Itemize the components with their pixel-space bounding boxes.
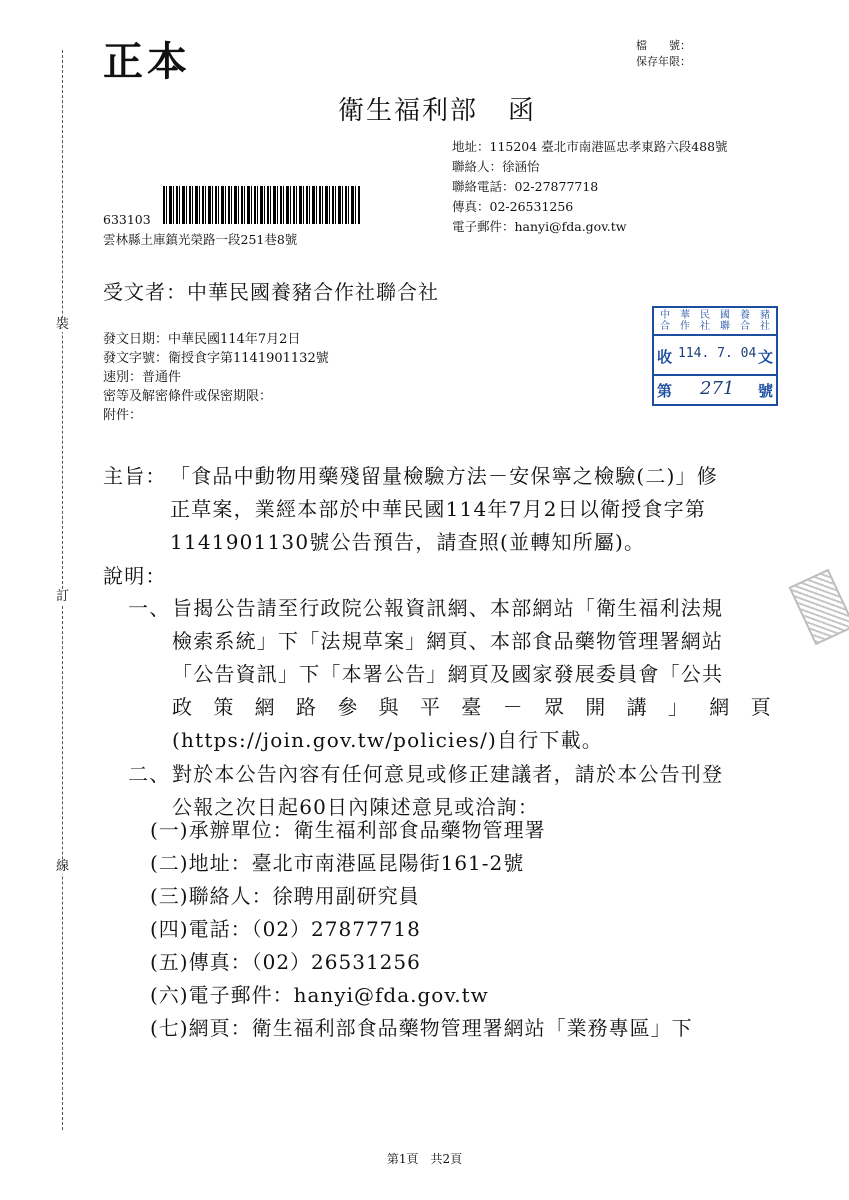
justified-char: 平 xyxy=(419,695,442,719)
justified-char: 網 xyxy=(254,695,276,719)
item-line: 檢索系統」下「法規草案」網頁、本部食品藥物管理署網站 xyxy=(172,629,724,653)
stamp-date-row xyxy=(654,338,776,376)
postcode: 633103 xyxy=(103,212,151,227)
subject-line: 1141901130號公告預告，請查照(並轉知所屬)。 xyxy=(170,530,646,554)
justified-char: 策 xyxy=(213,695,235,719)
stamp-number-suffix: 號 xyxy=(757,382,773,400)
explanation-label: 說明： xyxy=(103,564,167,588)
file-number-label: 檔 號： xyxy=(636,39,691,52)
mailing-address: 雲林縣土庫鎮光榮路一段251巷8號 xyxy=(103,232,298,247)
justified-char: 眾 xyxy=(543,695,566,719)
item-line: 「公告資訊」下「本署公告」網頁及國家發展委員會「公共 xyxy=(172,662,724,686)
justified-char: 頁 xyxy=(750,695,772,719)
sub-item-7: (七)網頁：衛生福利部食品藥物管理署網站「業務專區」下 xyxy=(150,1016,693,1040)
justified-char: － xyxy=(502,695,524,719)
sub-item-4: (四)電話：（02）27877718 xyxy=(150,917,421,941)
document-type: 函 xyxy=(508,96,537,126)
barcode xyxy=(163,186,361,224)
stamp-text-char: 文 xyxy=(757,348,773,366)
item-line-justified xyxy=(172,691,772,724)
stamp-number: 271 xyxy=(700,378,735,399)
justified-char: 政 xyxy=(172,695,194,719)
item-line: (https://join.gov.tw/policies/)自行下載。 xyxy=(172,728,604,752)
sub-item-1: (一)承辦單位：衛生福利部食品藥物管理署 xyxy=(150,818,546,842)
retention-label: 保存年限： xyxy=(636,55,691,68)
attachment: 附件： xyxy=(103,408,143,423)
explanation-item-1 xyxy=(128,592,773,762)
binding-mark-top: 裝 xyxy=(56,317,70,332)
justified-char: 與 xyxy=(378,695,400,719)
agency-title xyxy=(338,90,536,127)
subject-body xyxy=(170,460,770,559)
stamp-org xyxy=(654,308,776,336)
item-body xyxy=(172,592,772,757)
stamp-org-line2: 合 作 社 聯 合 社 xyxy=(660,321,770,332)
sub-item-5: (五)傳真：（02）26531256 xyxy=(150,950,421,974)
item-number: 二、 xyxy=(128,762,171,786)
subject-line: 「食品中動物用藥殘留量檢驗方法－安保寧之檢驗(二)」修 xyxy=(170,464,719,488)
item-line: 對於本公告內容有任何意見或修正建議者，請於本公告刊登 xyxy=(172,762,724,786)
sender-contact xyxy=(452,137,728,237)
justified-char: 路 xyxy=(295,695,318,719)
justified-char: 參 xyxy=(337,695,359,719)
justified-char: 臺 xyxy=(461,695,483,719)
document-meta xyxy=(103,330,329,425)
sender-fax: 傳真：02-26531256 xyxy=(452,199,574,214)
original-copy-mark: 正本 xyxy=(103,38,191,85)
sub-item-6: (六)電子郵件：hanyi@fda.gov.tw xyxy=(150,983,489,1007)
page-footer: 第1頁 共2頁 xyxy=(386,1152,463,1166)
justified-char: 」 xyxy=(667,695,690,719)
subject-line: 正草案，業經本部於中華民國114年7月2日以衛授食字第 xyxy=(170,497,707,521)
sub-item-2: (二)地址：臺北市南港區昆陽街161-2號 xyxy=(150,851,525,875)
stamp-number-prefix: 第 xyxy=(657,382,673,400)
item-line: 公報之次日起60日內陳述意見或洽詢： xyxy=(172,795,540,819)
stamp-date: 114. 7. 04 xyxy=(678,346,757,361)
sender-contact-person: 聯絡人：徐涵怡 xyxy=(452,159,540,174)
stamp-org-line1: 中 華 民 國 養 豬 xyxy=(660,310,770,321)
justified-char: 講 xyxy=(626,695,648,719)
handwritten-scribble xyxy=(789,569,849,646)
receipt-stamp xyxy=(652,306,778,406)
binding-mark-middle: 訂 xyxy=(56,589,70,604)
secrecy-level: 密等及解密條件或保密期限： xyxy=(103,389,273,404)
delivery-speed: 速別：普通件 xyxy=(103,370,182,385)
file-meta xyxy=(636,38,691,70)
reference-number: 發文字號：衛授食字第1141901132號 xyxy=(103,351,329,366)
sender-phone: 聯絡電話：02-27877718 xyxy=(452,179,599,194)
item-line: 旨揭公告請至行政院公報資訊網、本部網站「衛生福利法規 xyxy=(172,596,724,620)
subject-label: 主旨： xyxy=(103,464,167,488)
recipient: 受文者：中華民國養豬合作社聯合社 xyxy=(103,280,439,304)
justified-char: 開 xyxy=(585,695,607,719)
sender-address: 地址：115204 臺北市南港區忠孝東路六段488號 xyxy=(452,139,728,154)
sub-item-3: (三)聯絡人：徐聘用副研究員 xyxy=(150,884,420,908)
binding-mark-bottom: 線 xyxy=(56,859,70,874)
issue-date: 發文日期：中華民國114年7月2日 xyxy=(103,332,301,347)
stamp-number-row xyxy=(654,376,776,404)
agency-name: 衛生福利部 xyxy=(338,96,479,126)
item-number: 一、 xyxy=(128,596,171,620)
sender-email: 電子郵件：hanyi@fda.gov.tw xyxy=(452,219,627,234)
stamp-receive-char: 收 xyxy=(657,348,673,366)
justified-char: 網 xyxy=(709,695,731,719)
